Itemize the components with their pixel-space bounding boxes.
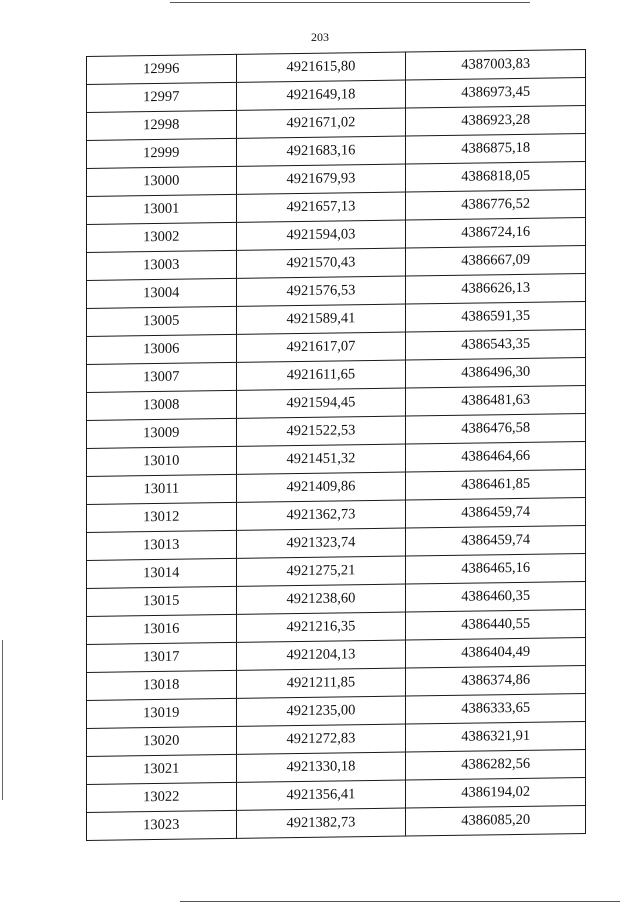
y-coordinate-cell: 4386923,28	[406, 106, 586, 137]
x-coordinate-cell: 4921409,86	[236, 472, 406, 502]
x-coordinate-cell: 4921323,74	[236, 528, 406, 558]
y-coordinate-cell: 4386724,16	[406, 218, 586, 249]
x-coordinate-cell: 4921451,32	[236, 444, 406, 474]
y-coordinate-cell: 4386333,65	[406, 694, 586, 725]
point-number-cell: 13002	[87, 222, 237, 252]
x-coordinate-cell: 4921611,65	[236, 360, 406, 390]
point-number-cell: 13006	[87, 334, 237, 364]
point-number-cell: 13007	[87, 362, 237, 392]
y-coordinate-cell: 4386476,58	[406, 414, 586, 445]
x-coordinate-cell: 4921594,45	[236, 388, 406, 418]
y-coordinate-cell: 4386282,56	[406, 750, 586, 781]
point-number-cell: 13009	[87, 418, 237, 448]
x-coordinate-cell: 4921657,13	[236, 192, 406, 222]
x-coordinate-cell: 4921272,83	[236, 724, 406, 754]
x-coordinate-cell: 4921594,03	[236, 220, 406, 250]
point-number-cell: 13008	[87, 390, 237, 420]
x-coordinate-cell: 4921356,41	[236, 780, 406, 810]
x-coordinate-cell: 4921589,41	[236, 304, 406, 334]
y-coordinate-cell: 4386496,30	[406, 358, 586, 389]
y-coordinate-cell: 4386875,18	[406, 134, 586, 165]
scan-edge-bottom	[180, 901, 620, 902]
x-coordinate-cell: 4921671,02	[236, 108, 406, 138]
point-number-cell: 13000	[87, 166, 237, 196]
x-coordinate-cell: 4921216,35	[236, 612, 406, 642]
point-number-cell: 13010	[87, 446, 237, 476]
y-coordinate-cell: 4386085,20	[406, 806, 586, 837]
y-coordinate-cell: 4386481,63	[406, 386, 586, 417]
point-number-cell: 13001	[87, 194, 237, 224]
point-number-cell: 13020	[87, 726, 237, 756]
y-coordinate-cell: 4386461,85	[406, 470, 586, 501]
point-number-cell: 13019	[87, 698, 237, 728]
y-coordinate-cell: 4386626,13	[406, 274, 586, 305]
point-number-cell: 12997	[87, 82, 237, 112]
coordinates-table	[86, 49, 586, 841]
point-number-cell: 13017	[87, 642, 237, 672]
y-coordinate-cell: 4386776,52	[406, 190, 586, 221]
point-number-cell: 12996	[87, 54, 237, 84]
point-number-cell: 13022	[87, 782, 237, 812]
y-coordinate-cell: 4386460,35	[406, 582, 586, 613]
point-number-cell: 13018	[87, 670, 237, 700]
x-coordinate-cell: 4921382,73	[236, 808, 406, 838]
point-number-cell: 13011	[87, 474, 237, 504]
x-coordinate-cell: 4921330,18	[236, 752, 406, 782]
y-coordinate-cell: 4386194,02	[406, 778, 586, 809]
x-coordinate-cell: 4921362,73	[236, 500, 406, 530]
point-number-cell: 13015	[87, 586, 237, 616]
y-coordinate-cell: 4386667,09	[406, 246, 586, 277]
y-coordinate-cell: 4386459,74	[406, 526, 586, 557]
point-number-cell: 12999	[87, 138, 237, 168]
x-coordinate-cell: 4921570,43	[236, 248, 406, 278]
y-coordinate-cell: 4386818,05	[406, 162, 586, 193]
x-coordinate-cell: 4921576,53	[236, 276, 406, 306]
y-coordinate-cell: 4386321,91	[406, 722, 586, 753]
page-number: 203	[311, 30, 329, 44]
point-number-cell: 12998	[87, 110, 237, 140]
point-number-cell: 13004	[87, 278, 237, 308]
y-coordinate-cell: 4386374,86	[406, 666, 586, 697]
scan-edge-left	[2, 640, 3, 800]
x-coordinate-cell: 4921211,85	[236, 668, 406, 698]
x-coordinate-cell: 4921679,93	[236, 164, 406, 194]
y-coordinate-cell: 4386973,45	[406, 78, 586, 109]
y-coordinate-cell: 4386543,35	[406, 330, 586, 361]
y-coordinate-cell: 4386440,55	[406, 610, 586, 641]
point-number-cell: 13014	[87, 558, 237, 588]
x-coordinate-cell: 4921615,80	[236, 52, 406, 82]
x-coordinate-cell: 4921522,53	[236, 416, 406, 446]
y-coordinate-cell: 4386465,16	[406, 554, 586, 585]
x-coordinate-cell: 4921204,13	[236, 640, 406, 670]
y-coordinate-cell: 4386591,35	[406, 302, 586, 333]
point-number-cell: 13012	[87, 502, 237, 532]
point-number-cell: 13023	[87, 810, 237, 840]
scan-edge-top	[170, 2, 530, 3]
y-coordinate-cell: 4387003,83	[406, 50, 586, 81]
point-number-cell: 13016	[87, 614, 237, 644]
x-coordinate-cell: 4921649,18	[236, 80, 406, 110]
x-coordinate-cell: 4921275,21	[236, 556, 406, 586]
coordinates-table-body	[87, 50, 586, 841]
x-coordinate-cell: 4921235,00	[236, 696, 406, 726]
y-coordinate-cell: 4386404,49	[406, 638, 586, 669]
x-coordinate-cell: 4921683,16	[236, 136, 406, 166]
point-number-cell: 13003	[87, 250, 237, 280]
point-number-cell: 13021	[87, 754, 237, 784]
point-number-cell: 13005	[87, 306, 237, 336]
y-coordinate-cell: 4386464,66	[406, 442, 586, 473]
point-number-cell: 13013	[87, 530, 237, 560]
x-coordinate-cell: 4921617,07	[236, 332, 406, 362]
x-coordinate-cell: 4921238,60	[236, 584, 406, 614]
y-coordinate-cell: 4386459,74	[406, 498, 586, 529]
